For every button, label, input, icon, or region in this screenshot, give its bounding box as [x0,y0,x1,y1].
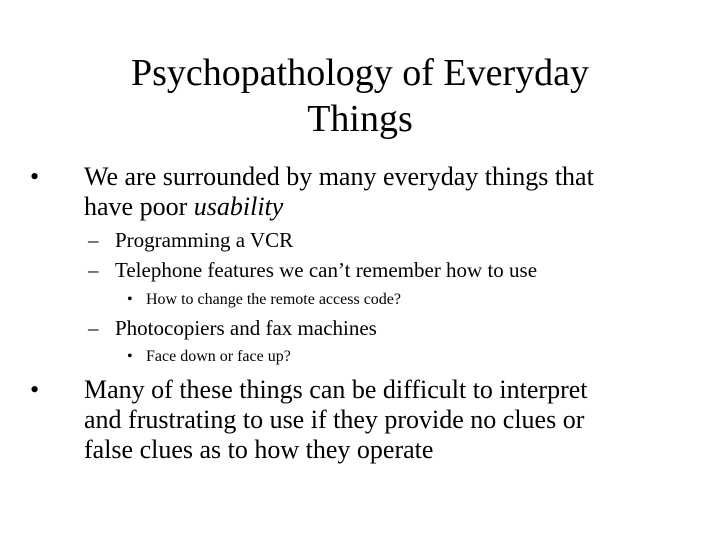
sub-sub-item-2-text: Face down or face up? [146,348,291,365]
dash-marker: – [88,316,99,340]
bullet-text-2-line-3: false clues as to how they operate [84,435,434,464]
sub-item-1 [88,227,668,253]
bullet-text-1-part-2: have poor [84,192,194,221]
sub-sub-item-1 [127,290,667,310]
bullet-text-2-line-1: Many of these things can be difficult to interpret [84,375,588,404]
sub-item-3 [88,315,668,341]
bullet-text-2-line-2: and frustrating to use if they provide no clues or [84,405,585,434]
sub-item-2-text: Telephone features we can’t remember how to use [115,258,538,282]
dash-marker: – [88,228,99,252]
bullet-marker: • [30,375,40,404]
slide-title-line-1: Psychopathology of Everyday [130,52,590,94]
bullet-item-1 [30,162,670,222]
slide-title [60,50,660,142]
sub-item-3-text: Photocopiers and fax machines [115,316,377,340]
bullet-item-2 [30,375,670,465]
bullet-marker: • [30,162,40,191]
dash-marker: – [88,258,99,282]
slide-title-line-2: Things [307,98,413,140]
bullet-text-2 [30,375,670,465]
bullet-marker: • [127,348,133,365]
sub-item-2 [88,257,668,283]
bullet-text-1-part-1: We are surrounded by many everyday things that [84,162,594,191]
sub-sub-item-1-text: How to change the remote access code? [146,291,401,308]
bullet-text-1-emphasis: usability [193,192,284,221]
bullet-text-1 [30,162,670,222]
bullet-marker: • [127,291,133,308]
sub-item-1-text: Programming a VCR [115,228,294,252]
sub-sub-item-2 [127,347,667,367]
